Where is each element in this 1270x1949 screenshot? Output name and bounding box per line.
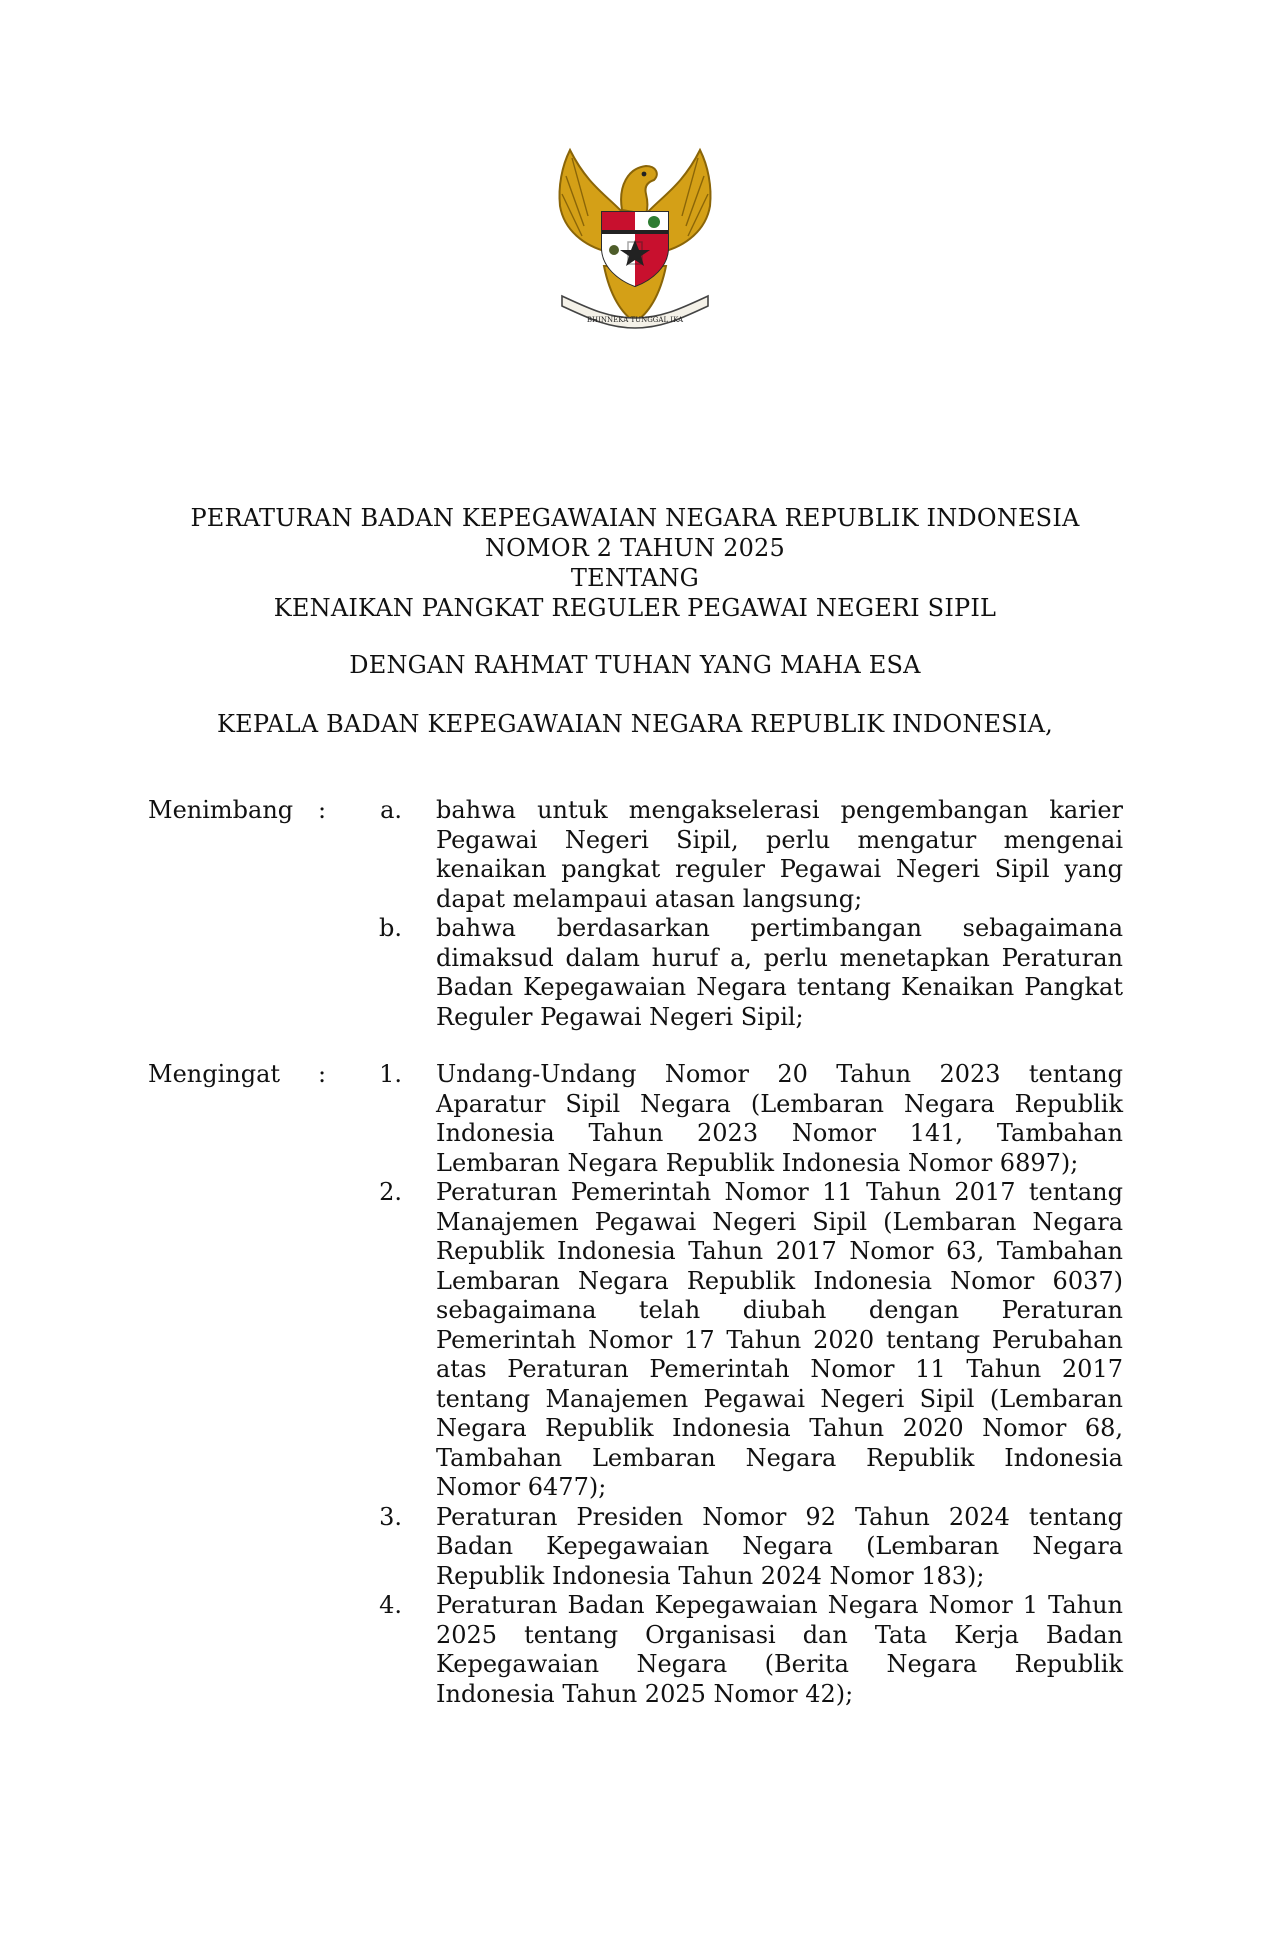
list-item xyxy=(348,796,1123,914)
title-line-1: PERATURAN BADAN KEPEGAWAIAN NEGARA REPUBLIK INDONESIA xyxy=(190,504,1080,532)
title-line-4: KENAIKAN PANGKAT REGULER PEGAWAI NEGERI SIPIL xyxy=(273,594,997,622)
list-item xyxy=(348,1178,1123,1503)
garuda-pancasila-emblem-icon xyxy=(548,146,722,334)
item-marker: b. xyxy=(379,914,402,942)
item-marker: 1. xyxy=(379,1060,402,1088)
list-item xyxy=(348,1503,1123,1592)
item-text: Peraturan Badan Kepegawaian Negara Nomor 1 Tahun 2025 tentang Organisasi dan Tata Kerja Badan Kepegawaian Negara (Berita Negara Republik Indonesia Tahun 2025 Nomor 42); xyxy=(436,1591,1123,1708)
invocation: DENGAN RAHMAT TUHAN YANG MAHA ESA xyxy=(349,651,921,679)
item-text: bahwa untuk mengakselerasi pengembangan karier Pegawai Negeri Sipil, perlu mengatur mengenai kenaikan pangkat reguler Pegawai Negeri Sipil yang dapat melampaui atasan langsung; xyxy=(436,796,1123,913)
menimbang-colon: : xyxy=(318,796,327,824)
item-text: Peraturan Presiden Nomor 92 Tahun 2024 tentang Badan Kepegawaian Negara (Lembaran Negara Republik Indonesia Tahun 2024 Nomor 183); xyxy=(436,1502,1123,1590)
regulation-title xyxy=(0,503,1270,623)
emblem-motto: BHINNEKA TUNGGAL IKA xyxy=(586,316,684,324)
list-item xyxy=(348,1591,1123,1709)
item-marker: 3. xyxy=(379,1502,402,1531)
menimbang-section xyxy=(148,796,1123,1032)
menimbang-label: Menimbang xyxy=(148,796,294,824)
item-marker: 2. xyxy=(379,1178,402,1206)
mengingat-colon: : xyxy=(318,1060,327,1088)
mengingat-label: Mengingat xyxy=(148,1060,281,1088)
mengingat-section xyxy=(148,1060,1123,1709)
list-item xyxy=(348,914,1123,1032)
official-title: KEPALA BADAN KEPEGAWAIAN NEGARA REPUBLIK INDONESIA, xyxy=(217,710,1053,738)
item-marker: a. xyxy=(380,796,402,824)
item-marker: 4. xyxy=(379,1591,402,1619)
item-text: bahwa berdasarkan pertimbangan sebagaimana dimaksud dalam huruf a, perlu menetapkan Peraturan Badan Kepegawaian Negara tentang Kenaikan Pangkat Reguler Pegawai Negeri Sipil; xyxy=(436,914,1123,1031)
title-line-3: TENTANG xyxy=(570,564,700,592)
title-line-2: NOMOR 2 TAHUN 2025 xyxy=(484,534,785,562)
item-text: Undang-Undang Nomor 20 Tahun 2023 tentang Aparatur Sipil Negara (Lembaran Negara Republik Indonesia Tahun 2023 Nomor 141, Tambahan Lembaran Negara Republik Indonesia Nomor 6897); xyxy=(436,1060,1123,1177)
item-text: Peraturan Pemerintah Nomor 11 Tahun 2017 tentang Manajemen Pegawai Negeri Sipil (Lembaran Negara Republik Indonesia Tahun 2017 Nomor 63, Tambahan Lembaran Negara Republik Indonesia Nomor 6037) sebagaimana telah diubah dengan Peraturan Pemerintah Nomor 17 Tahun 2020 tentang Perubahan atas Peraturan Pemerintah Nomor 11 Tahun 2017 tentang Manajemen Pegawai Negeri Sipil (Lembaran Negara Republik Indonesia Tahun 2020 Nomor 68, Tambahan Lembaran Negara Republik Indonesia Nomor 6477); xyxy=(436,1178,1123,1501)
list-item xyxy=(348,1060,1123,1178)
